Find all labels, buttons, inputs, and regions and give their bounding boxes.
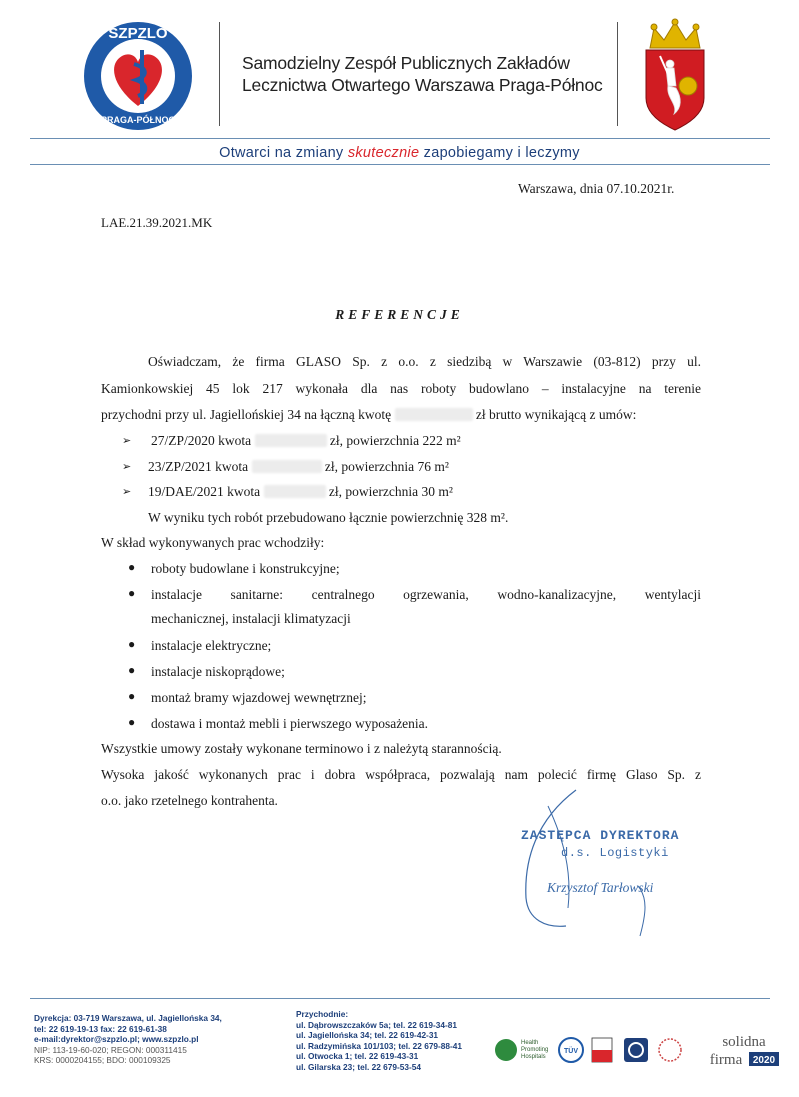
- slogan-emphasis: skutecznie: [347, 145, 420, 161]
- badge-solidna: solidna: [722, 1034, 766, 1050]
- footer-rule: [30, 998, 770, 999]
- scope-item: instalacje niskoprądowe;: [151, 664, 285, 679]
- contract-item: [148, 483, 453, 501]
- slogan: [0, 145, 799, 161]
- svg-text:TÜV: TÜV: [564, 1048, 578, 1055]
- bullet-icon: ●: [128, 715, 136, 729]
- total-area: W wyniku tych robót przebudowano łącznie powierzchnię 328 m².: [148, 510, 509, 525]
- footer-dir-email[interactable]: e-mail:dyrektor@szpzlo.pl; www.szpzlo.pl: [34, 1034, 199, 1044]
- redacted-amount: [264, 485, 326, 498]
- footer-clinic: ul. Radzymińska 101/103; tel. 22 679-88-41: [296, 1040, 463, 1051]
- redacted-amount: [252, 460, 322, 473]
- closing-line-3: o.o. jako rzetelnego kontrahenta.: [101, 793, 278, 808]
- footer-directorate: [34, 1013, 222, 1066]
- footer-clinic: ul. Jagiellońska 34; tel. 22 619-42-31: [296, 1030, 439, 1040]
- slogan-rule: [30, 164, 770, 165]
- redacted-amount: [255, 434, 327, 447]
- logo-text-top: SZPZLO: [108, 25, 168, 42]
- header-divider-left: [219, 22, 220, 126]
- place-date: Warszawa, dnia 07.10.2021r.: [518, 181, 675, 196]
- scope-item: roboty budowlane i konstrukcyjne;: [151, 561, 340, 576]
- intro-line-3-a: przychodni przy ul. Jagiellońskiej 34 na łączną kwotę: [101, 407, 392, 422]
- scope-header: W skład wykonywanych prac wchodziły:: [101, 535, 325, 550]
- arrow-bullet-icon: ➢: [122, 486, 132, 498]
- footer-dir-phone: tel: 22 619-19-13 fax: 22 619-61-38: [34, 1023, 167, 1034]
- scope-item: instalacje sanitarne: centralnego ogrzewania, wodno-kanalizacyjne, wentylacji: [151, 587, 701, 602]
- intro-line-3: [101, 406, 636, 424]
- footer-clinic: ul. Dąbrowszczaków 5a; tel. 22 619-34-81: [296, 1019, 457, 1030]
- footer-clinic: ul. Gilarska 23; tel. 22 679-53-54: [296, 1061, 421, 1072]
- reference-number: LAE.21.39.2021.MK: [101, 215, 213, 230]
- footer-clinics: [296, 1009, 462, 1072]
- organization-name: [242, 52, 603, 96]
- footer-clinics-header: Przychodnie:: [296, 1009, 349, 1019]
- bullet-icon: ●: [128, 637, 136, 651]
- contract-number: 27/ZP/2020 kwota: [151, 433, 252, 448]
- warsaw-crest-icon: [638, 18, 712, 132]
- letter-title: REFERENCJE: [335, 307, 464, 322]
- org-name-line1: Samodzielny Zespół Publicznych Zakładów: [242, 53, 570, 73]
- scope-item-continued: mechanicznej, instalacji klimatyzacji: [151, 611, 351, 626]
- arrow-bullet-icon: ➢: [122, 435, 132, 447]
- org-name-line2: Lecznictwa Otwartego Warszawa Praga-Północ: [242, 75, 603, 95]
- badge-year: 2020: [752, 1055, 776, 1066]
- header-rule: [30, 138, 770, 139]
- footer-clinic: ul. Otwocka 1; tel. 22 619-43-31: [296, 1051, 419, 1061]
- logo-text-bottom: PRAGA-PÓŁNOC: [101, 115, 175, 125]
- stamp-name: Krzysztof Tarłowski: [547, 880, 654, 895]
- scope-item: instalacje elektryczne;: [151, 638, 272, 653]
- redacted-amount: [395, 408, 473, 421]
- footer-dir-nip: NIP: 113-19-60-020; REGON: 000311415: [34, 1044, 187, 1055]
- closing-line-2: Wysoka jakość wykonanych prac i dobra współpraca, pozwalają nam polecić firmę Glaso Sp. z: [101, 767, 701, 782]
- bullet-icon: ●: [128, 689, 136, 703]
- contract-number: 23/ZP/2021 kwota: [148, 459, 249, 474]
- slogan-after: zapobiegamy i leczymy: [419, 145, 580, 161]
- badge-firma: firma: [709, 1052, 743, 1068]
- footer-dir-address: Dyrekcja: 03-719 Warszawa, ul. Jagiellońska 34,: [34, 1013, 222, 1023]
- scope-item: dostawa i montaż mebli i pierwszego wyposażenia.: [151, 716, 429, 731]
- contract-item: [151, 432, 461, 450]
- quality-badge-icon: [624, 1038, 648, 1062]
- badge-hph-text: Health Promoting Hospitals: [521, 1040, 549, 1060]
- header-divider-right: [617, 22, 618, 126]
- contract-suffix: zł, powierzchnia 76 m²: [324, 459, 449, 474]
- award-badge-icon: [659, 1039, 681, 1061]
- intro-line-3-b: zł brutto wynikającą z umów:: [475, 407, 637, 422]
- contract-number: 19/DAE/2021 kwota: [148, 484, 261, 499]
- stamp-department: d.s. Logistyki: [561, 846, 669, 860]
- intro-line-1: Oświadczam, że firma GLASO Sp. z o.o. z siedzibą w Warszawie (03-812) przy ul.: [148, 354, 701, 369]
- stamp-title: ZASTĘPCA DYREKTORA: [521, 828, 680, 843]
- contract-item: [148, 458, 449, 476]
- bullet-icon: ●: [128, 560, 136, 574]
- footer-dir-krs: KRS: 0000204155; BDO: 000109325: [34, 1055, 171, 1065]
- handwritten-signature: [506, 780, 726, 940]
- scope-item: montaż bramy wjazdowej wewnętrznej;: [151, 690, 367, 705]
- closing-line-1: Wszystkie umowy zostały wykonane terminowo i z należytą starannością.: [101, 741, 502, 756]
- contract-suffix: zł, powierzchnia 222 m²: [329, 433, 461, 448]
- slogan-before: Otwarci na zmiany: [219, 145, 348, 161]
- contract-suffix: zł, powierzchnia 30 m²: [328, 484, 453, 499]
- bullet-icon: ●: [128, 586, 136, 600]
- szpzlo-logo: [82, 20, 194, 132]
- arrow-bullet-icon: ➢: [122, 461, 132, 473]
- certification-badges: [494, 1030, 784, 1070]
- intro-line-2: Kamionkowskiej 45 lok 217 wykonała dla nas roboty budowlano – instalacyjne na terenie: [101, 381, 701, 396]
- bullet-icon: ●: [128, 663, 136, 677]
